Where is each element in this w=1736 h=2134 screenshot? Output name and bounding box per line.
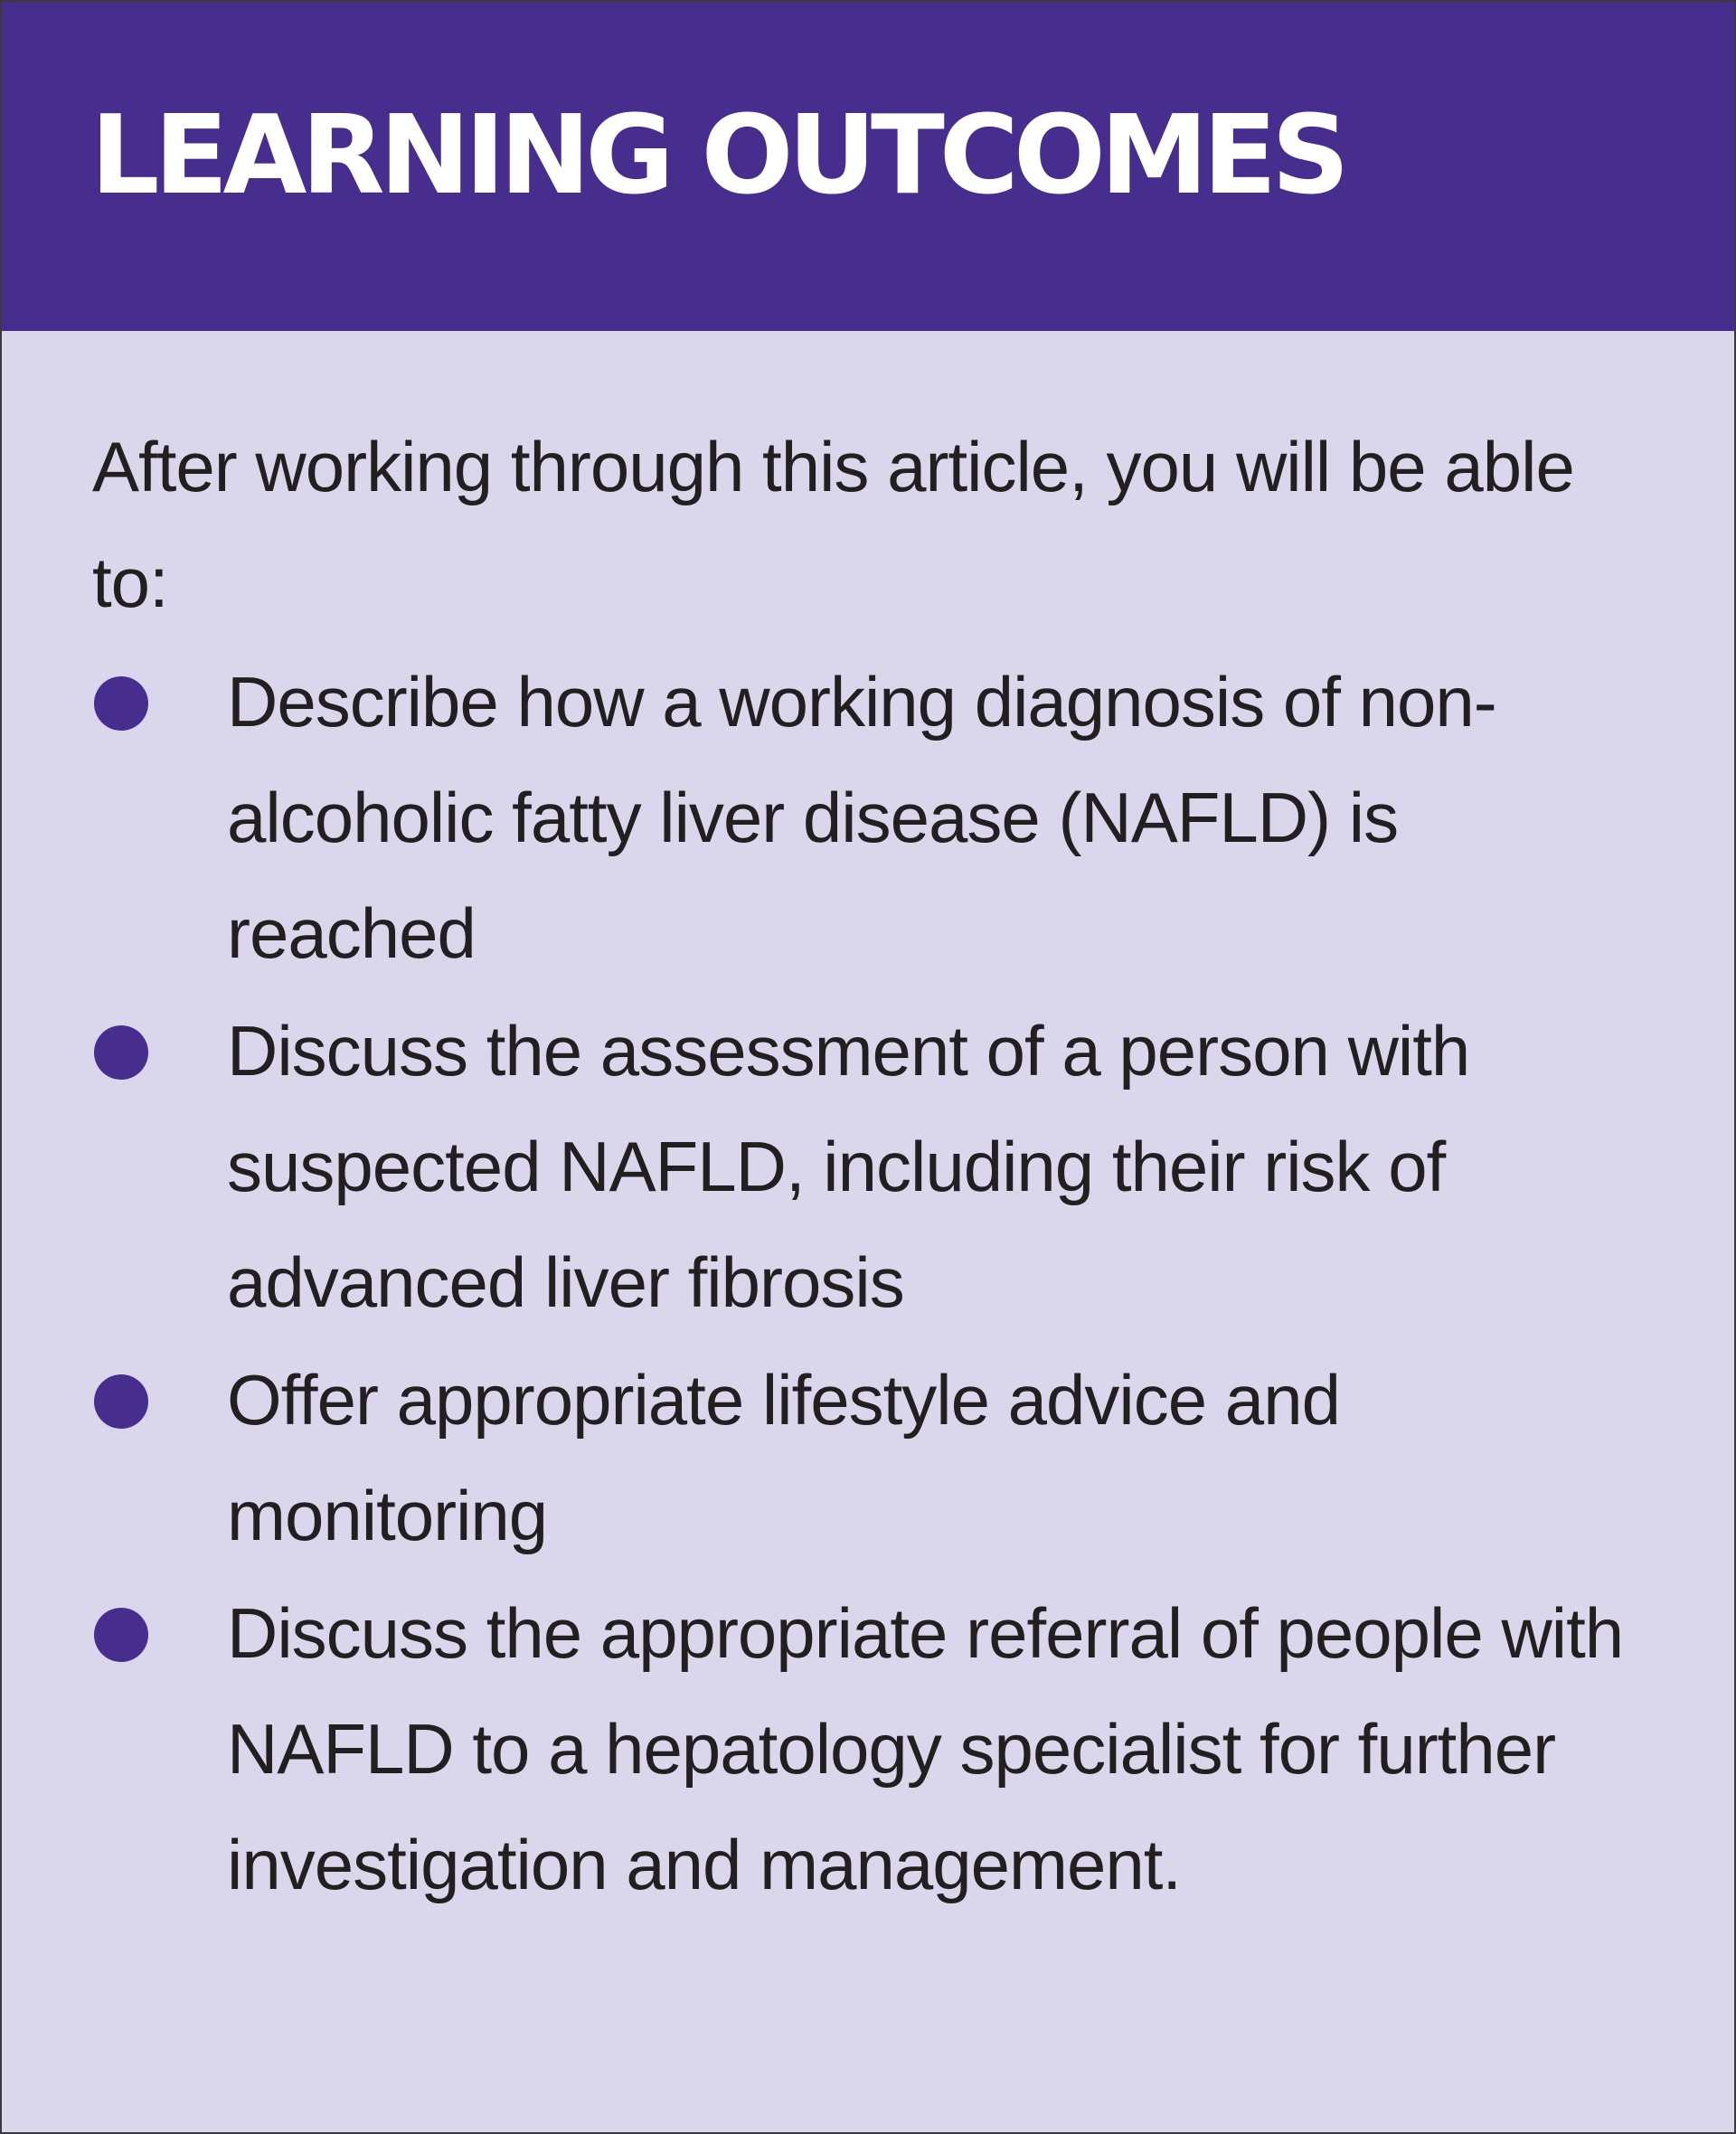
bullet-icon [94,1374,148,1429]
bullet-icon [94,676,148,731]
outcome-item [92,1575,1629,1922]
outcome-item [92,993,1629,1340]
outcomes-list [92,644,1629,1922]
bullet-icon [94,1025,148,1080]
header-bar [2,2,1734,331]
outcome-text: Discuss the appropriate referral of people with NAFLD to a hepatology specialist for further investigation and management. [227,1593,1624,1904]
bullet-icon [94,1608,148,1662]
box-content [92,409,1629,1924]
outcome-item [92,1342,1629,1573]
outcome-item [92,644,1629,991]
box-title: LEARNING OUTCOMES [90,93,1344,219]
outcome-text: Describe how a working diagnosis of non-alcoholic fatty liver disease (NAFLD) is reached [227,662,1496,973]
outcome-text: Offer appropriate lifestyle advice and monitoring [227,1360,1340,1555]
intro-text: After working through this article, you will be able to: [92,427,1574,622]
outcome-text: Discuss the assessment of a person with suspected NAFLD, including their risk of advanced liver fibrosis [227,1011,1470,1322]
